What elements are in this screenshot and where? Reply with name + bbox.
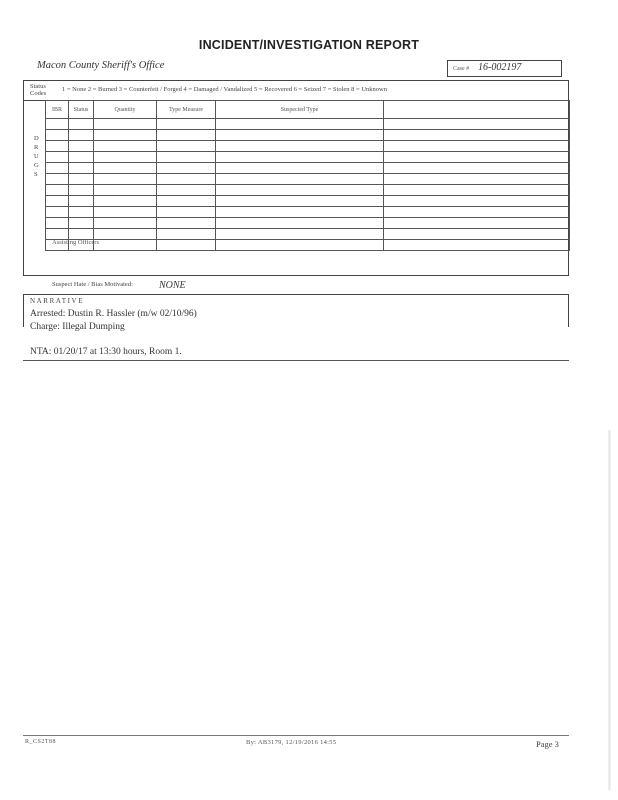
table-cell (157, 185, 216, 196)
table-cell (157, 141, 216, 152)
table-cell (94, 152, 157, 163)
table-cell (69, 229, 94, 240)
table-cell (69, 174, 94, 185)
table-cell (46, 152, 69, 163)
table-cell (46, 163, 69, 174)
narrative-line: Charge: Illegal Dumping (30, 322, 125, 332)
table-cell (384, 218, 570, 229)
table-row (46, 163, 570, 174)
table-cell (46, 119, 69, 130)
table-cell (157, 130, 216, 141)
table-cell (46, 174, 69, 185)
table-cell (46, 218, 69, 229)
agency-name: Macon County Sheriff's Office (37, 60, 165, 71)
col-header-status: Status (69, 101, 94, 119)
narrative-title: NARRATIVE (30, 297, 85, 305)
table-cell (94, 207, 157, 218)
drugs-table (45, 100, 570, 251)
hate-bias-label: Suspect Hate / Bias Motivated: (52, 281, 133, 288)
table-cell (69, 207, 94, 218)
table-cell (94, 196, 157, 207)
table-cell (384, 119, 570, 130)
drugs-side-letter: G (34, 162, 39, 169)
table-cell (216, 141, 384, 152)
status-codes-label (30, 83, 46, 97)
table-cell (94, 119, 157, 130)
footer-rule (23, 735, 569, 736)
table-cell (94, 229, 157, 240)
table-cell (94, 163, 157, 174)
table-cell (69, 163, 94, 174)
table-cell (69, 130, 94, 141)
drugs-table-header-row (46, 101, 570, 119)
table-row (46, 130, 570, 141)
table-cell (157, 240, 216, 251)
table-cell (384, 163, 570, 174)
col-header-blank (384, 101, 570, 119)
table-cell (384, 229, 570, 240)
table-cell (157, 196, 216, 207)
table-cell (157, 119, 216, 130)
table-cell (69, 185, 94, 196)
status-codes-legend: 1 = None 2 = Burned 3 = Counterfeit / Forged 4 = Damaged / Vandalized 5 = Recovered 6 = Seized 7 = Stolen 8 = Unknown (62, 86, 387, 93)
footer-by-line: By: AB3179, 12/19/2016 14:55 (246, 739, 337, 746)
table-cell (216, 174, 384, 185)
scan-edge-artifact (608, 430, 611, 790)
table-cell (216, 185, 384, 196)
table-cell (216, 229, 384, 240)
report-title: INCIDENT/INVESTIGATION REPORT (198, 38, 420, 52)
hate-bias-value: NONE (159, 280, 186, 291)
table-row (46, 185, 570, 196)
table-cell (46, 196, 69, 207)
table-row (46, 207, 570, 218)
table-cell (46, 141, 69, 152)
col-header-type-measure: Type Measure (157, 101, 216, 119)
table-row (46, 240, 570, 251)
case-number-value: 16-002197 (478, 62, 522, 73)
assisting-officers-label: Assisting Officers (52, 239, 100, 246)
table-cell (94, 174, 157, 185)
table-cell (216, 240, 384, 251)
table-cell (157, 163, 216, 174)
table-row (46, 196, 570, 207)
table-cell (384, 207, 570, 218)
status-codes-label-line2: Codes (30, 90, 47, 97)
table-cell (216, 130, 384, 141)
table-cell (94, 141, 157, 152)
table-cell (46, 229, 69, 240)
table-cell (94, 130, 157, 141)
table-cell (216, 163, 384, 174)
table-cell (69, 119, 94, 130)
narrative-line: Arrested: Dustin R. Hassler (m/w 02/10/96) (30, 309, 197, 319)
col-header-quantity: Quantity (94, 101, 157, 119)
footer-form-code: R_CS2T88 (25, 739, 57, 745)
table-cell (69, 152, 94, 163)
footer-page-number: Page 3 (536, 739, 559, 749)
table-cell (216, 218, 384, 229)
table-cell (384, 185, 570, 196)
status-codes-label-line1: Status (30, 83, 46, 90)
drugs-side-letter: R (34, 144, 39, 151)
table-cell (216, 207, 384, 218)
table-row (46, 119, 570, 130)
table-cell (384, 152, 570, 163)
table-cell (384, 141, 570, 152)
drugs-side-letter: S (34, 171, 38, 178)
table-row (46, 152, 570, 163)
table-cell (157, 229, 216, 240)
table-cell (69, 141, 94, 152)
table-cell (384, 130, 570, 141)
table-cell (94, 218, 157, 229)
table-cell (69, 218, 94, 229)
table-cell (384, 240, 570, 251)
col-header-ibr: IBR (46, 101, 69, 119)
table-cell (157, 207, 216, 218)
narrative-line: NTA: 01/20/17 at 13:30 hours, Room 1. (30, 347, 182, 357)
drugs-table-body (46, 119, 570, 251)
table-cell (94, 185, 157, 196)
table-cell (157, 218, 216, 229)
table-row (46, 141, 570, 152)
drugs-side-letter: D (34, 135, 39, 142)
table-cell (46, 185, 69, 196)
table-cell (216, 152, 384, 163)
table-row (46, 218, 570, 229)
drugs-side-letter: U (34, 153, 39, 160)
table-cell (157, 174, 216, 185)
table-cell (384, 196, 570, 207)
case-number-label: Case # (453, 66, 470, 72)
table-cell (216, 119, 384, 130)
table-cell (157, 152, 216, 163)
table-cell (216, 196, 384, 207)
table-cell (384, 174, 570, 185)
table-cell (69, 196, 94, 207)
table-cell (46, 130, 69, 141)
table-cell (46, 207, 69, 218)
table-cell (94, 240, 157, 251)
narrative-bottom-rule (23, 360, 569, 361)
table-row (46, 229, 570, 240)
table-row (46, 174, 570, 185)
col-header-suspected-type: Suspected Type (216, 101, 384, 119)
